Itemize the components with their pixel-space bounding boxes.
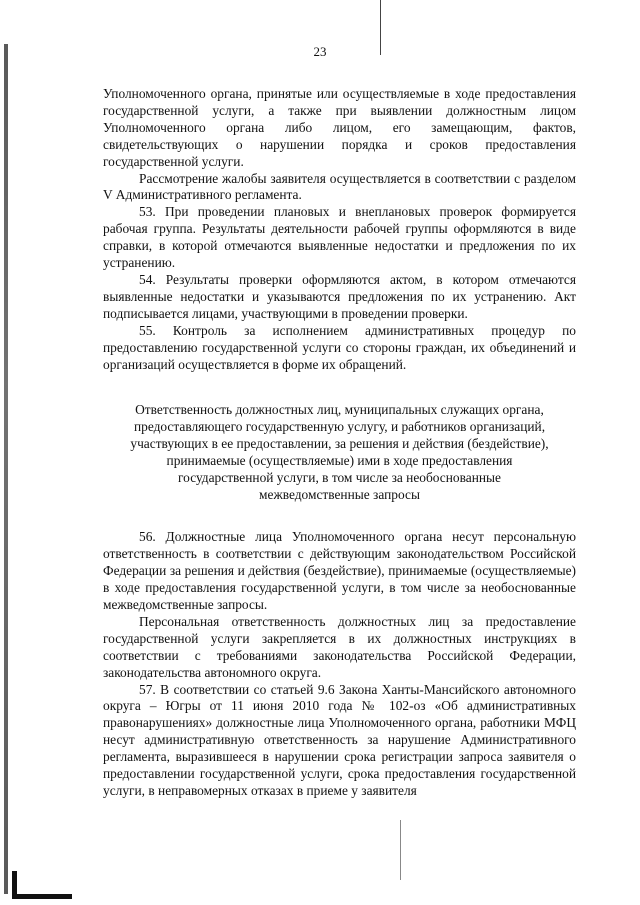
heading-line: межведомственные запросы <box>259 487 420 503</box>
scan-corner-mark-vertical <box>12 871 17 899</box>
paragraph-continuation: Уполномоченного органа, принятые или осуществляемые в ходе предоставления государственной услуги, а также при выявлении должностным лицом Уполномоченного органа либо лицом, его замещающим, фактов, свидетельствующих о нарушении порядка и сроков предоставления государственной услуги. <box>103 86 576 169</box>
scan-edge-left <box>4 44 8 894</box>
paragraph-53: 53. При проведении плановых и внеплановых проверок формируется рабочая группа. Результаты деятельности рабочей группы оформляются в виде справки, в которой отмечаются выявленные недостатки и предложения по их устранению. <box>103 204 576 271</box>
paragraph-57: 57. В соответствии со статьей 9.6 Закона Ханты-Мансийского автономного округа – Югры от 11 июня 2010 года № 102-оз «Об административных правонарушениях» должностные лица Уполномоченного органа, работники МФЦ несут административную ответственность за нарушение Административного регламента, выразившееся в нарушении срока регистрации запроса заявителя о предоставлении государственной услуги, срока предоставления государственной услуги, в неправомерных отказах в приеме у заявителя <box>103 681 576 798</box>
section-heading <box>103 401 576 503</box>
document-body <box>103 86 576 800</box>
heading-line: Ответственность должностных лиц, муниципальных служащих органа, <box>135 402 544 418</box>
paragraph-56: 56. Должностные лица Уполномоченного органа несут персональную ответственность в соответствии с действующим законодательством Российской Федерации за решения и действия (бездействие), принимаемые (осуществляемые) в ходе предоставления государственной услуги, в том числе за необоснованные межведомственные запросы. <box>103 529 576 613</box>
scan-fold-line-bottom <box>400 820 401 880</box>
heading-line: предоставляющего государственную услугу, и работников организаций, <box>133 419 546 435</box>
page-number: 23 <box>313 44 327 59</box>
paragraph-personal-responsibility: Персональная ответственность должностных лиц за предоставление государственной услуги закрепляется в их должностных инструкциях в соответствии с требованиями законодательства Российской Федерации, законодательства автономного округа. <box>103 613 576 680</box>
heading-line: государственной услуги, в том числе за необоснованные <box>178 470 501 486</box>
paragraph-complaint: Рассмотрение жалобы заявителя осуществляется в соответствии с разделом V Административного регламента. <box>103 170 576 203</box>
scan-corner-mark <box>12 894 72 899</box>
heading-line: принимаемые (осуществляемые) ими в ходе предоставления <box>166 453 513 469</box>
heading-line: участвующих в ее предоставлении, за решения и действия (бездействие), <box>130 436 549 452</box>
paragraph-55: 55. Контроль за исполнением административных процедур по предоставлению государственной услуги со стороны граждан, их объединений и организаций осуществляется в форме их обращений. <box>103 322 576 372</box>
paragraph-54: 54. Результаты проверки оформляются актом, в котором отмечаются выявленные недостатки и указываются предложения по их устранению. Акт подписывается лицами, участвующими в проведении проверки. <box>103 271 576 321</box>
